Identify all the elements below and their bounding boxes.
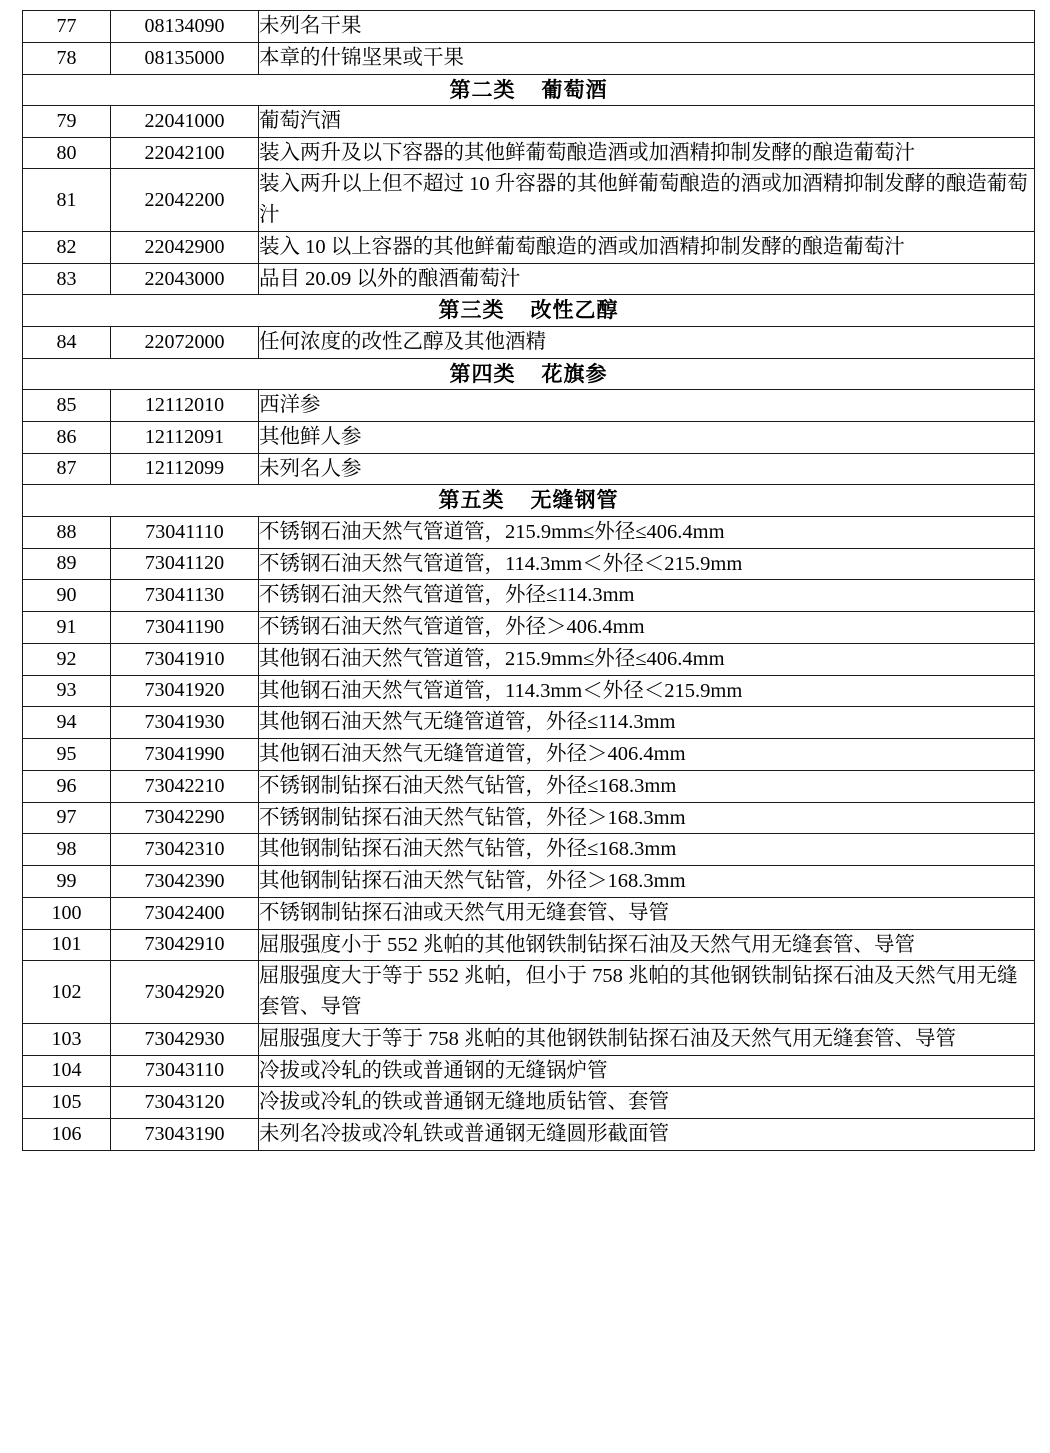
product-description: 冷拔或冷轧的铁或普通钢的无缝锅炉管: [259, 1055, 1035, 1087]
tariff-code: 08135000: [111, 42, 259, 74]
section-name: 花旗参: [541, 361, 608, 386]
table-row: [23, 263, 1035, 295]
section-prefix: 第四类: [449, 361, 516, 386]
section-name: 葡萄酒: [541, 77, 608, 102]
section-name: 无缝钢管: [530, 488, 619, 513]
table-row: [23, 961, 1035, 1024]
row-index: 85: [23, 390, 111, 422]
tariff-code: 73043110: [111, 1055, 259, 1087]
row-index: 81: [23, 169, 111, 232]
table-row: [23, 11, 1035, 43]
row-index: 102: [23, 961, 111, 1024]
table-row: [23, 1055, 1035, 1087]
product-description: 其他钢制钻探石油天然气钻管，外径＞168.3mm: [259, 866, 1035, 898]
tariff-code: 73041920: [111, 675, 259, 707]
row-index: 100: [23, 897, 111, 929]
row-index: 84: [23, 326, 111, 358]
row-index: 97: [23, 802, 111, 834]
tariff-code: 73042210: [111, 770, 259, 802]
row-index: 88: [23, 516, 111, 548]
tariff-table: [22, 10, 1035, 1151]
row-index: 91: [23, 612, 111, 644]
tariff-code: 12112091: [111, 421, 259, 453]
product-description: 葡萄汽酒: [259, 105, 1035, 137]
row-index: 98: [23, 834, 111, 866]
section-heading: [23, 485, 1035, 516]
table-row: [23, 739, 1035, 771]
table-row: [23, 137, 1035, 169]
tariff-code: 73041130: [111, 580, 259, 612]
row-index: 105: [23, 1087, 111, 1119]
row-index: 77: [23, 11, 111, 43]
tariff-code: 73041910: [111, 643, 259, 675]
product-description: 任何浓度的改性乙醇及其他酒精: [259, 326, 1035, 358]
tariff-code: 12112010: [111, 390, 259, 422]
table-row: [23, 1119, 1035, 1151]
tariff-code: 73041930: [111, 707, 259, 739]
row-index: 86: [23, 421, 111, 453]
tariff-code: 22043000: [111, 263, 259, 295]
tariff-table-body: [23, 11, 1035, 1151]
table-row: [23, 675, 1035, 707]
product-description: 不锈钢石油天然气管道管，114.3mm＜外径＜215.9mm: [259, 548, 1035, 580]
product-description: 其他钢石油天然气无缝管道管，外径≤114.3mm: [259, 707, 1035, 739]
tariff-code: 73042930: [111, 1023, 259, 1055]
section-prefix: 第二类: [449, 77, 516, 102]
product-description: 不锈钢石油天然气管道管，外径≤114.3mm: [259, 580, 1035, 612]
row-index: 94: [23, 707, 111, 739]
table-row: [23, 612, 1035, 644]
row-index: 96: [23, 770, 111, 802]
row-index: 101: [23, 929, 111, 961]
product-description: 不锈钢制钻探石油天然气钻管，外径≤168.3mm: [259, 770, 1035, 802]
row-index: 82: [23, 231, 111, 263]
product-description: 冷拔或冷轧的铁或普通钢无缝地质钻管、套管: [259, 1087, 1035, 1119]
table-row: [23, 897, 1035, 929]
row-index: 89: [23, 548, 111, 580]
row-index: 106: [23, 1119, 111, 1151]
product-description: 其他鲜人参: [259, 421, 1035, 453]
tariff-code: 73042390: [111, 866, 259, 898]
product-description: 其他钢石油天然气管道管，114.3mm＜外径＜215.9mm: [259, 675, 1035, 707]
table-row: [23, 929, 1035, 961]
tariff-code: 22042200: [111, 169, 259, 232]
product-description: 未列名干果: [259, 11, 1035, 43]
product-description: 装入两升以上但不超过 10 升容器的其他鲜葡萄酿造的酒或加酒精抑制发酵的酿造葡萄汁: [259, 169, 1035, 232]
tariff-code: 73041120: [111, 548, 259, 580]
row-index: 93: [23, 675, 111, 707]
table-row: [23, 707, 1035, 739]
product-description: 屈服强度大于等于 552 兆帕，但小于 758 兆帕的其他钢铁制钻探石油及天然气用无缝套管、导管: [259, 961, 1035, 1024]
product-description: 装入两升及以下容器的其他鲜葡萄酿造酒或加酒精抑制发酵的酿造葡萄汁: [259, 137, 1035, 169]
row-index: 95: [23, 739, 111, 771]
table-row: [23, 580, 1035, 612]
row-index: 78: [23, 42, 111, 74]
table-row: [23, 390, 1035, 422]
tariff-code: 08134090: [111, 11, 259, 43]
table-row: [23, 326, 1035, 358]
product-description: 本章的什锦坚果或干果: [259, 42, 1035, 74]
row-index: 80: [23, 137, 111, 169]
product-description: 不锈钢石油天然气管道管，215.9mm≤外径≤406.4mm: [259, 516, 1035, 548]
product-description: 不锈钢制钻探石油天然气钻管，外径＞168.3mm: [259, 802, 1035, 834]
row-index: 87: [23, 453, 111, 485]
table-row: [23, 834, 1035, 866]
section-prefix: 第三类: [438, 298, 505, 323]
row-index: 99: [23, 866, 111, 898]
table-row: [23, 802, 1035, 834]
table-row: [23, 770, 1035, 802]
section-prefix: 第五类: [438, 488, 505, 513]
tariff-code: 73042310: [111, 834, 259, 866]
product-description: 屈服强度小于 552 兆帕的其他钢铁制钻探石油及天然气用无缝套管、导管: [259, 929, 1035, 961]
product-description: 不锈钢制钻探石油或天然气用无缝套管、导管: [259, 897, 1035, 929]
product-description: 屈服强度大于等于 758 兆帕的其他钢铁制钻探石油及天然气用无缝套管、导管: [259, 1023, 1035, 1055]
table-row: [23, 643, 1035, 675]
row-index: 79: [23, 105, 111, 137]
row-index: 83: [23, 263, 111, 295]
tariff-code: 73042920: [111, 961, 259, 1024]
tariff-code: 22041000: [111, 105, 259, 137]
row-index: 104: [23, 1055, 111, 1087]
table-row: [23, 548, 1035, 580]
product-description: 其他钢石油天然气无缝管道管，外径＞406.4mm: [259, 739, 1035, 771]
tariff-code: 73043120: [111, 1087, 259, 1119]
tariff-code: 73042910: [111, 929, 259, 961]
product-description: 西洋参: [259, 390, 1035, 422]
product-description: 不锈钢石油天然气管道管，外径＞406.4mm: [259, 612, 1035, 644]
table-row: [23, 169, 1035, 232]
product-description: 其他钢制钻探石油天然气钻管，外径≤168.3mm: [259, 834, 1035, 866]
table-section-row: [23, 485, 1035, 516]
tariff-code: 73041990: [111, 739, 259, 771]
section-heading: [23, 358, 1035, 389]
tariff-code: 22072000: [111, 326, 259, 358]
table-row: [23, 516, 1035, 548]
row-index: 103: [23, 1023, 111, 1055]
table-section-row: [23, 358, 1035, 389]
table-row: [23, 105, 1035, 137]
tariff-code: 12112099: [111, 453, 259, 485]
table-row: [23, 1023, 1035, 1055]
section-heading: [23, 295, 1035, 326]
table-row: [23, 1087, 1035, 1119]
tariff-code: 73041110: [111, 516, 259, 548]
tariff-code: 73041190: [111, 612, 259, 644]
table-row: [23, 866, 1035, 898]
row-index: 92: [23, 643, 111, 675]
tariff-code: 73042400: [111, 897, 259, 929]
table-row: [23, 231, 1035, 263]
tariff-code: 73043190: [111, 1119, 259, 1151]
product-description: 品目 20.09 以外的酿酒葡萄汁: [259, 263, 1035, 295]
row-index: 90: [23, 580, 111, 612]
tariff-code: 22042900: [111, 231, 259, 263]
product-description: 未列名人参: [259, 453, 1035, 485]
product-description: 装入 10 以上容器的其他鲜葡萄酿造的酒或加酒精抑制发酵的酿造葡萄汁: [259, 231, 1035, 263]
table-row: [23, 453, 1035, 485]
section-heading: [23, 74, 1035, 105]
table-row: [23, 421, 1035, 453]
tariff-code: 22042100: [111, 137, 259, 169]
table-row: [23, 42, 1035, 74]
product-description: 未列名冷拔或冷轧铁或普通钢无缝圆形截面管: [259, 1119, 1035, 1151]
product-description: 其他钢石油天然气管道管，215.9mm≤外径≤406.4mm: [259, 643, 1035, 675]
tariff-code: 73042290: [111, 802, 259, 834]
table-section-row: [23, 74, 1035, 105]
section-name: 改性乙醇: [530, 298, 619, 323]
table-section-row: [23, 295, 1035, 326]
